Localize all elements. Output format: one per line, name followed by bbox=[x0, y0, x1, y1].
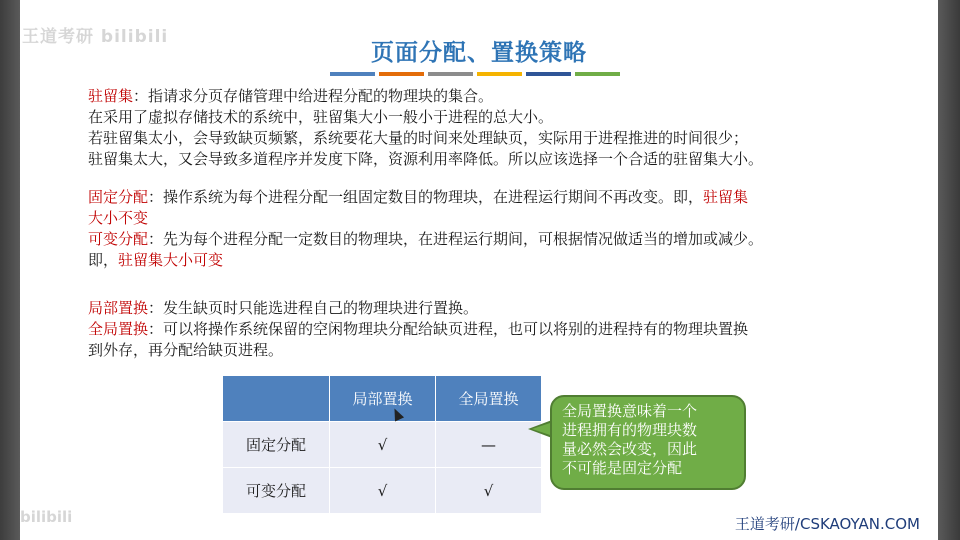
title-bar bbox=[379, 72, 424, 76]
title-bar bbox=[477, 72, 522, 76]
term-resident-set: 驻留集 bbox=[88, 87, 134, 105]
term-global-replacement: 全局置换 bbox=[88, 320, 149, 338]
term-local-replacement: 局部置换 bbox=[88, 299, 149, 317]
video-frame-right bbox=[938, 0, 960, 540]
table-row bbox=[223, 422, 542, 468]
highlight-text: 驻留集 bbox=[703, 188, 749, 206]
highlight-text: 大小不变 bbox=[88, 209, 149, 227]
footer-brand: 王道考研/CSKAOYAN.COM bbox=[734, 515, 920, 533]
title-bar bbox=[575, 72, 620, 76]
slide bbox=[20, 0, 938, 540]
table-header-cell: 局部置换 bbox=[330, 376, 436, 422]
callout-line: 全局置换意味着一个 bbox=[562, 402, 698, 420]
def-text: 即， bbox=[88, 251, 119, 269]
local-replacement-def bbox=[88, 298, 898, 319]
callout-line: 进程拥有的物理块数 bbox=[562, 421, 698, 439]
title-bar bbox=[428, 72, 473, 76]
slide-title: 页面分配、置换策略 bbox=[371, 40, 587, 66]
def-text: ：指请求分页存储管理中给进程分配的物理块的集合。 bbox=[133, 87, 494, 105]
global-replacement-def bbox=[88, 319, 898, 361]
title-bar bbox=[526, 72, 571, 76]
title-bar bbox=[330, 72, 375, 76]
video-frame-left bbox=[0, 0, 20, 540]
callout-line: 量必然会改变，因此 bbox=[562, 440, 698, 458]
table-header-row bbox=[223, 376, 542, 422]
watermark-logo-bottom: bilibili bbox=[20, 508, 73, 526]
term-variable-allocation: 可变分配 bbox=[88, 230, 149, 248]
variable-allocation-def bbox=[88, 229, 898, 271]
table-cell: √ bbox=[330, 422, 436, 468]
table-header-cell bbox=[223, 376, 330, 422]
def-text: ：操作系统为每个进程分配一组固定数目的物理块，在进程运行期间不再改变。即， bbox=[148, 188, 704, 206]
table-row-label: 可变分配 bbox=[223, 468, 330, 514]
def-text: 到外存，再分配给缺页进程。 bbox=[88, 341, 284, 359]
resident-line-4: 驻留集太大，又会导致多道程序并发度下降，资源利用率降低。所以应该选择一个合适的驻留集大小。 bbox=[88, 150, 764, 168]
callout-note bbox=[550, 395, 746, 490]
title-underline-bars bbox=[330, 72, 620, 76]
callout-line: 不可能是固定分配 bbox=[562, 459, 683, 477]
resident-line-3: 若驻留集太小，会导致缺页频繁，系统要花大量的时间来处理缺页，实际用于进程推进的时间很少； bbox=[88, 129, 749, 147]
fixed-allocation-def bbox=[88, 187, 898, 229]
strategy-table bbox=[222, 375, 542, 514]
table-row-label: 固定分配 bbox=[223, 422, 330, 468]
def-text: ：发生缺页时只能选进程自己的物理块进行置换。 bbox=[148, 299, 479, 317]
table-header-cell: 全局置换 bbox=[436, 376, 542, 422]
table-cell: √ bbox=[436, 468, 542, 514]
term-fixed-allocation: 固定分配 bbox=[88, 188, 149, 206]
highlight-text: 驻留集大小可变 bbox=[118, 251, 224, 269]
table-row bbox=[223, 468, 542, 514]
def-text: ：先为每个进程分配一定数目的物理块，在进程运行期间，可根据情况做适当的增加或减少。 bbox=[148, 230, 764, 248]
table-cell: — bbox=[436, 422, 542, 468]
watermark-logo: 王道考研 bilibili bbox=[22, 27, 169, 47]
slide-body bbox=[88, 86, 898, 361]
table-cell: √ bbox=[330, 468, 436, 514]
resident-line-2: 在采用了虚拟存储技术的系统中，驻留集大小一般小于进程的总大小。 bbox=[88, 108, 554, 126]
def-text: ：可以将操作系统保留的空闲物理块分配给缺页进程，也可以将别的进程持有的物理块置换 bbox=[148, 320, 749, 338]
resident-set-def bbox=[88, 86, 898, 107]
